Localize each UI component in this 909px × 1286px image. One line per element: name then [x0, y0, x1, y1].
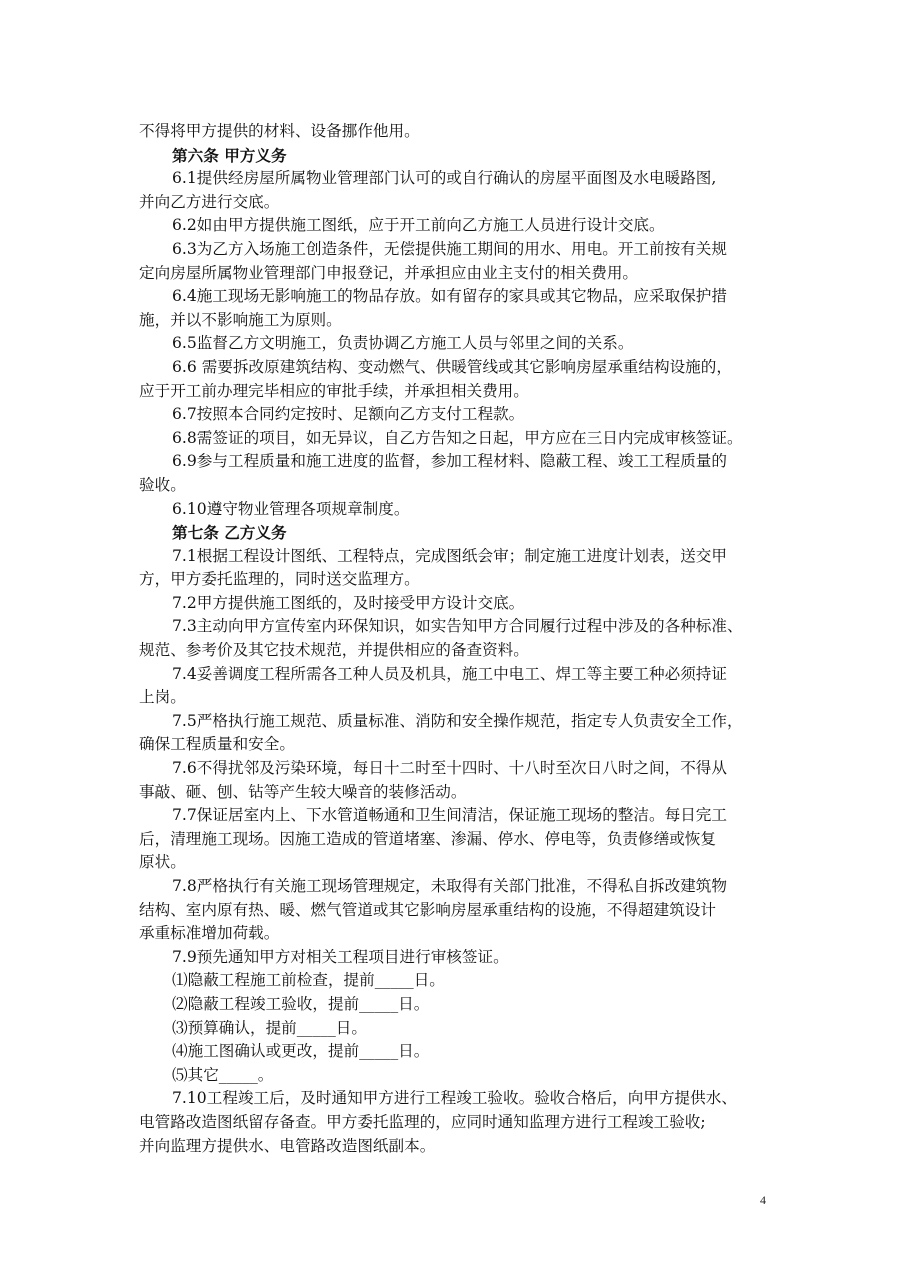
sub-item-line: ⑷施工图确认或更改，提前_____日。 [172, 1042, 430, 1061]
body-line: 结构、室内原有热、暖、燃气管道或其它影响房屋承重结构的设施，不得超建筑设计 [139, 900, 716, 919]
sub-item-line: ⑵隐蔽工程竣工验收，提前_____日。 [172, 994, 430, 1013]
body-line: 承重标准增加荷载。 [139, 924, 280, 943]
document-body [139, 120, 781, 1158]
body-line: 后，清理施工现场。因施工造成的管道堵塞、渗漏、停水、停电等，负责修缮或恢复 [139, 829, 716, 848]
clause-line: 6.6 需要拆改原建筑结构、变动燃气、供暖管线或其它影响房屋承重结构设施的， [172, 357, 732, 376]
clause-line: 7.3主动向甲方宣传室内环保知识，如实告知甲方合同履行过程中涉及的各种标准、 [172, 617, 743, 636]
body-line: 不得将甲方提供的材料、设备挪作他用。 [139, 122, 420, 140]
body-line: 上岗。 [139, 688, 186, 707]
body-line: 定向房屋所属物业管理部门申报登记，并承担应由业主支付的相关费用。 [139, 263, 639, 282]
body-line: 原状。 [139, 853, 186, 872]
body-line: 方，甲方委托监理的，同时送交监理方。 [139, 570, 420, 589]
clause-line: 7.7保证居室内上、下水管道畅通和卫生间清洁，保证施工现场的整洁。每日完工 [172, 806, 727, 825]
clause-line: 7.8严格执行有关施工现场管理规定，未取得有关部门批准，不得私自拆改建筑物 [172, 877, 727, 895]
page-number: 4 [760, 1193, 766, 1207]
body-line: 事敲、砸、刨、钻等产生较大噪音的装修活动。 [139, 782, 467, 801]
clause-line: 7.4妥善调度工程所需各工种人员及机具，施工中电工、焊工等主要工种必须持证 [172, 664, 727, 683]
body-line: 验收。 [139, 475, 186, 494]
clause-line: 7.2甲方提供施工图纸的，及时接受甲方设计交底。 [172, 593, 525, 612]
clause-line: 7.9预先通知甲方对相关工程项目进行审核签证。 [172, 947, 509, 966]
clause-line: 7.6不得扰邻及污染环境，每日十二时至十四时、十八时至次日八时之间，不得从 [172, 759, 727, 778]
body-line: 确保工程质量和安全。 [139, 735, 295, 754]
section-heading: 第七条 乙方义务 [172, 523, 287, 543]
clause-line: 6.8需签证的项目，如无异议，自乙方告知之日起，甲方应在三日内完成审核签证。 [172, 428, 743, 447]
sub-item-line: ⑸其它_____。 [172, 1065, 274, 1084]
clause-line: 6.1提供经房屋所属物业管理部门认可的或自行确认的房屋平面图及水电暖路图, [172, 169, 717, 188]
body-line: 电管路改造图纸留存备查。甲方委托监理的，应同时通知监理方进行工程竣工验收; [139, 1112, 706, 1131]
clause-line: 6.5监督乙方文明施工，负责协调乙方施工人员与邻里之间的关系。 [172, 334, 634, 353]
clause-line: 6.2如由甲方提供施工图纸，应于开工前向乙方施工人员进行设计交底。 [172, 216, 665, 235]
body-line: 应于开工前办理完毕相应的审批手续，并承担相关费用。 [139, 381, 529, 400]
clause-line: 6.7按照本合同约定按时、足额向乙方支付工程款。 [172, 405, 525, 424]
clause-line: 6.4施工现场无影响施工的物品存放。如有留存的家具或其它物品，应采取保护措 [172, 287, 727, 306]
clause-line: 7.10工程竣工后，及时通知甲方进行工程竣工验收。验收合格后，向甲方提供水、 [172, 1089, 737, 1108]
body-line: 规范、参考价及其它技术规范，并提供相应的备查资料。 [139, 641, 529, 660]
sub-item-line: ⑶预算确认，提前_____日。 [172, 1018, 367, 1037]
body-line: 并向监理方提供水、电管路改造图纸副本。 [139, 1136, 436, 1155]
clause-line: 7.5严格执行施工规范、质量标准、消防和安全操作规范，指定专人负责安全工作， [172, 711, 743, 730]
clause-line: 6.9参与工程质量和施工进度的监督，参加工程材料、隐蔽工程、竣工工程质量的 [172, 452, 727, 471]
body-line: 并向乙方进行交底。 [139, 192, 280, 211]
section-heading: 第六条 甲方义务 [172, 145, 287, 165]
clause-line: 6.10遵守物业管理各项规章制度。 [172, 499, 410, 518]
clause-line: 7.1根据工程设计图纸、工程特点，完成图纸会审；制定施工进度计划表，送交甲 [172, 546, 727, 565]
sub-item-line: ⑴隐蔽工程施工前检查，提前_____日。 [172, 971, 445, 990]
body-line: 施，并以不影响施工为原则。 [139, 310, 342, 329]
clause-line: 6.3为乙方入场施工创造条件，无偿提供施工期间的用水、用电。开工前按有关规 [172, 239, 727, 258]
